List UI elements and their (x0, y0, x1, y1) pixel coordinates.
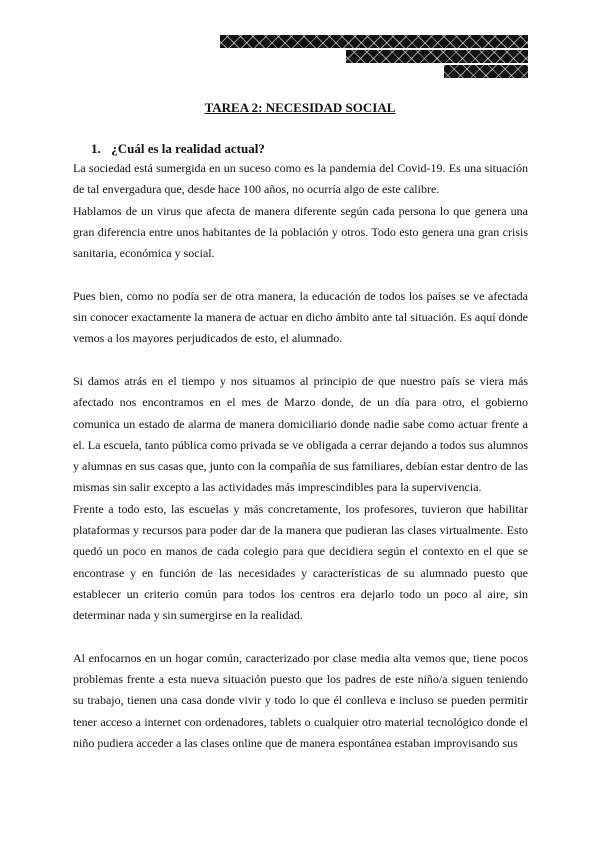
section-heading (91, 141, 265, 157)
redaction-bar (220, 35, 528, 48)
redaction-bar (444, 65, 528, 78)
redaction-bar (346, 50, 528, 63)
paragraph: La sociedad está sumergida en un suceso como es la pandemia del Covid-19. Es una situación de tal envergadura que, desde hace 100 años, no ocurría algo de este calibre. (73, 161, 528, 197)
paragraph: Pues bien, como no podía ser de otra manera, la educación de todos los países se ve afectada sin conocer exactamente la manera de actuar en dicho ámbito ante tal situación. Es aquí donde vemos a los mayores perjudicados de esto, el alumnado. (73, 288, 528, 346)
document-body (73, 158, 528, 754)
page-title: TAREA 2: NECESIDAD SOCIAL (204, 100, 396, 115)
paragraph: Hablamos de un virus que afecta de manera diferente según cada persona lo que genera una gran diferencia entre unos habitantes de la población y otros. Todo esto genera una gran crisis sanitaria, económica y social. (73, 203, 528, 261)
paragraph: Frente a todo esto, las escuelas y más concretamente, los profesores, tuvieron que habilitar plataformas y recursos para poder dar de la manera que pudieran las clases virtualmente. Esto quedó un poco en manos de cada colegio para que decidiera según el contexto en el que se encontrase y en función de las necesidades y características de su alumnado puesto que establecer un criterio común para todos los centros era dejarlo todo un poco al aire, sin determinar nada y sin sumergirse en la realidad. (73, 501, 528, 623)
section-heading-text: ¿Cuál es la realidad actual? (111, 141, 265, 156)
paragraph: Si damos atrás en el tiempo y nos situamos al principio de que nuestro país se viera más afectado nos encontramos en el mes de Marzo donde, de un día para otro, el gobierno comunica un estado de alarma de manera domiciliario donde nadie sabe como actuar frente a el. La escuela, tanto pública como privada se ve obligada a cerrar dejando a todos sus alumnos y alumnas en sus casas que, junto con la compañía de sus familiares, debían estar dentro de las mismas sin salir excepto a las actividades más imprescindibles para la supervivencia. (73, 373, 528, 495)
section-number: 1. (91, 141, 101, 156)
paragraph: Al enfocarnos en un hogar común, caracterizado por clase media alta vemos que, tiene pocos problemas frente a esta nueva situación puesto que los padres de este niño/a siguen teniendo su trabajo, tienen una casa donde vivir y todo lo que él conlleva e incluso se pueden permitir tener acceso a internet con ordenadores, tablets o cualquier otro material tecnológico donde el niño pudiera acceder a las clases online que de manera espontánea estaban improvisando sus (73, 650, 528, 751)
